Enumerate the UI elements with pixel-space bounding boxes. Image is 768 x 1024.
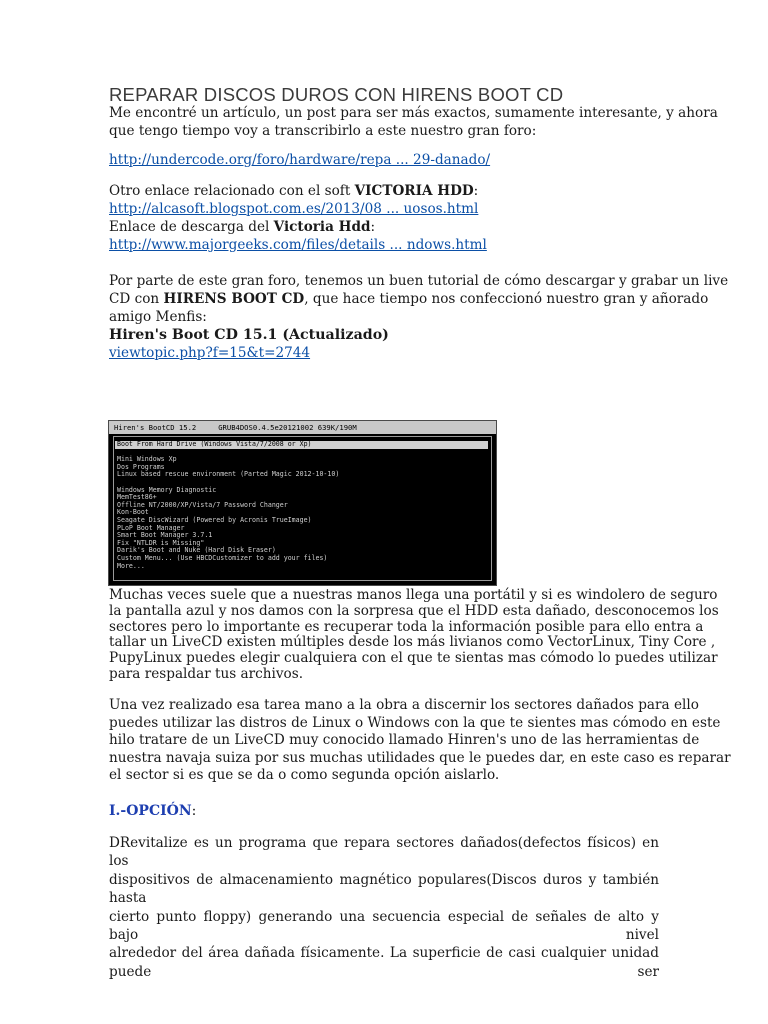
menu-item: Kon-Boot <box>117 508 149 517</box>
undercode-link[interactable]: http://undercode.org/foro/hardware/repa ... 29-danado/ <box>109 152 491 168</box>
drevitalize-line: cierto punto floppy) generando una secuencia especial de señales de alto y bajo nivel <box>109 908 659 944</box>
majorgeeks-link[interactable]: http://www.majorgeeks.com/files/details ... ndows.html <box>109 237 487 253</box>
screenshot-menu-list <box>117 441 490 570</box>
drevitalize-paragraph <box>109 834 659 981</box>
drevitalize-line: dispositivos de almacenamiento magnético populares(Discos duros y también hasta <box>109 871 659 907</box>
screenshot-bar-left: Hiren's BootCD 15.2 <box>114 423 197 432</box>
menu-item: Fix "NTLDR is Missing" <box>117 538 205 547</box>
muchas-line: Muchas veces suele que a nuestras manos llega una portátil y si es windolero de seguro <box>109 587 718 603</box>
tutorial-paragraph <box>109 272 729 362</box>
download-colon: : <box>370 219 376 235</box>
viewtopic-link[interactable]: viewtopic.php?f=15&t=2744 <box>109 345 311 361</box>
download-text: Enlace de descarga del <box>109 219 274 235</box>
menu-item: Linux based rescue environment (Parted Magic 2012-10-10) <box>117 470 340 479</box>
menu-item: MemTest86+ <box>117 493 157 502</box>
option-heading-colon: : <box>191 803 197 819</box>
menu-item: Mini Windows Xp <box>117 455 177 464</box>
muchas-line: PupyLinux puedes elegir cualquiera con el que te sientas mas cómodo lo puedes utilizar <box>109 650 718 667</box>
drevitalize-line: alrededor del área dañada físicamente. La superficie de casi cualquier unidad puede ser <box>109 945 659 980</box>
una-line: hilo tratare de un LiveCD muy conocido llamado Hinren's uno de las herramientas de <box>109 732 700 749</box>
muchas-line: la pantalla azul y nos damos con la sorpresa que el HDD esta dañado, desconocemos los <box>109 602 719 619</box>
download-bold: Victoria Hdd <box>273 219 371 235</box>
tutorial-line-2 <box>109 290 709 308</box>
option-heading-paragraph <box>109 802 659 820</box>
muchas-line: tallar un LiveCD existen múltiples desde los más livianos como VectorLinux, Tiny Core , <box>109 634 716 651</box>
victoria-text: Otro enlace relacionado con el soft <box>109 183 355 199</box>
victoria-line <box>109 182 659 200</box>
menu-item-selected: Boot From Hard Drive (Windows Vista/7/2008 or Xp) <box>115 441 488 449</box>
link-paragraph-1 <box>109 151 659 169</box>
screenshot-title-bar <box>109 421 496 434</box>
menu-item: Darik's Boot and Nuke (Hard Disk Eraser) <box>117 546 276 555</box>
muchas-line: sectores pero lo importante es recuperar toda la información posible para ello entra a <box>109 618 704 635</box>
muchas-paragraph <box>109 587 719 683</box>
drevitalize-line: DRevitalize es un programa que repara sectores dañados(defectos físicos) en los <box>109 835 659 870</box>
option-heading-text: I.-OPCIÓN <box>109 803 192 819</box>
tutorial-line-3: amigo Menfis: <box>109 309 207 325</box>
victoria-bold: VICTORIA HDD <box>354 183 474 199</box>
victoria-paragraph <box>109 182 659 254</box>
menu-item: Custom Menu... (Use HBCDCustomizer to add your files) <box>117 553 328 562</box>
menu-item: More... <box>117 561 145 570</box>
menu-item: Windows Memory Diagnostic <box>117 485 217 494</box>
menu-item: Smart Boot Manager 3.7.1 <box>117 531 213 540</box>
download-line <box>109 218 659 236</box>
una-paragraph <box>109 697 731 785</box>
una-line: puedes utilizar las distros de Linux o Windows con la que te sientes mas cómodo en este <box>109 714 721 731</box>
page-title: REPARAR DISCOS DUROS CON HIRENS BOOT CD <box>109 84 564 105</box>
tutorial-heading: Hiren's Boot CD 15.1 (Actualizado) <box>109 327 389 343</box>
intro-paragraph <box>109 104 718 140</box>
tutorial-bold: HIRENS BOOT CD <box>163 291 305 307</box>
menu-item: Dos Programs <box>117 462 165 471</box>
una-line: el sector si es que se da o como segunda opción aislarlo. <box>109 767 500 784</box>
intro-line-1: Me encontré un artículo, un post para ser más exactos, sumamente interesante, y ahora <box>109 105 718 121</box>
tutorial-line-2b: , que hace tiempo nos confeccionó nuestro gran y añorado <box>304 291 709 307</box>
menu-item: Offline NT/2000/XP/Vista/7 Password Changer <box>117 500 288 509</box>
menu-item: Seagate DiscWizard (Powered by Acronis TrueImage) <box>117 515 312 524</box>
intro-line-2: que tengo tiempo voy a transcribirlo a este nuestro gran foro: <box>109 123 537 139</box>
alcasoft-link[interactable]: http://alcasoft.blogspot.com.es/2013/08 ... uosos.html <box>109 201 479 217</box>
screenshot-bar-right: GRUB4DOS0.4.5e20121002 639K/190M <box>218 423 357 432</box>
victoria-colon: : <box>473 183 479 199</box>
menu-item: PLoP Boot Manager <box>117 523 185 532</box>
hirens-bootcd-screenshot <box>108 420 497 586</box>
tutorial-line-2a: CD con <box>109 291 164 307</box>
una-line: Una vez realizado esa tarea mano a la obra a discernir los sectores dañados para ello <box>109 697 699 713</box>
una-line: nuestra navaja suiza por sus muchas utilidades que le puedes dar, en este caso es reparar <box>109 749 731 766</box>
tutorial-line-1: Por parte de este gran foro, tenemos un buen tutorial de cómo descargar y grabar un live <box>109 273 729 289</box>
muchas-line: para respaldar tus archivos. <box>109 665 304 682</box>
option-heading <box>109 802 659 820</box>
